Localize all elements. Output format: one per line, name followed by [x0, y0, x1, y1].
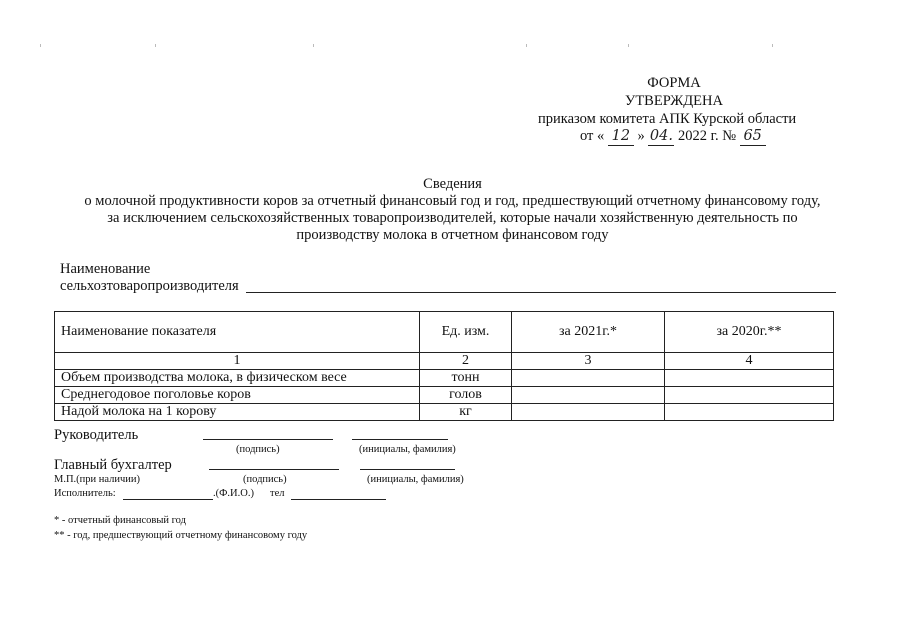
- scan-speck: [40, 44, 41, 47]
- producer-label-line-1: Наименование: [60, 261, 151, 277]
- phone-label: тел: [270, 488, 285, 499]
- executor-name-field[interactable]: [123, 499, 213, 500]
- doc-subtitle-line-2: за исключением сельскохозяйственных товаропроизводителей, которые начали хозяйственную деятельность по: [107, 210, 798, 226]
- header-unit: Ед. изм.: [420, 312, 512, 353]
- header-2020: за 2020г.**: [665, 312, 834, 353]
- scan-speck: [628, 44, 629, 47]
- doc-subtitle-line-3: производству молока в отчетном финансовом году: [296, 227, 609, 243]
- value-2020-cell[interactable]: [665, 404, 834, 421]
- indicator-unit: кг: [420, 404, 512, 421]
- indicator-name: Объем производства молока, в физическом весе: [55, 370, 420, 387]
- approval-date-line: [580, 127, 766, 146]
- doc-subtitle-line-1: о молочной продуктивности коров за отчетный финансовый год и год, предшествующий отчетному финансовому году,: [84, 193, 821, 209]
- indicator-unit: тонн: [420, 370, 512, 387]
- indicator-name: Надой молока на 1 корову: [55, 404, 420, 421]
- stamp-label: М.П.(при наличии): [54, 474, 141, 485]
- value-2021-cell[interactable]: [512, 370, 665, 387]
- date-prefix: от «: [580, 128, 605, 144]
- table-header-row: [55, 312, 834, 353]
- accountant-signature-field[interactable]: [209, 469, 339, 470]
- column-number: 3: [512, 353, 665, 370]
- value-2021-cell[interactable]: [512, 387, 665, 404]
- table-row: [55, 404, 834, 421]
- accountant-signature-caption: (подпись): [243, 474, 287, 485]
- date-mid: »: [637, 128, 645, 144]
- approval-order-line: приказом комитета АПК Курской области: [538, 111, 797, 127]
- accountant-initials-field[interactable]: [360, 469, 455, 470]
- table-row: [55, 387, 834, 404]
- head-signature-field[interactable]: [203, 439, 333, 440]
- date-day-handwritten: 12: [608, 127, 634, 146]
- indicator-unit: голов: [420, 387, 512, 404]
- executor-label: Исполнитель:: [54, 488, 116, 499]
- scan-speck: [772, 44, 773, 47]
- date-year: 2022 г. №: [678, 128, 737, 144]
- approval-form-label: ФОРМА: [647, 75, 701, 91]
- column-number-row: [55, 353, 834, 370]
- date-month-handwritten: 04.: [649, 128, 673, 144]
- table-row: [55, 370, 834, 387]
- footnote-1: * - отчетный финансовый год: [54, 515, 186, 526]
- approval-approved-label: УТВЕРЖДЕНА: [625, 93, 723, 109]
- scan-speck: [313, 44, 314, 47]
- value-2020-cell[interactable]: [665, 387, 834, 404]
- head-label: Руководитель: [54, 427, 139, 443]
- doc-title: Сведения: [423, 176, 482, 192]
- header-indicator: Наименование показателя: [55, 312, 420, 353]
- head-signature-caption: (подпись): [236, 444, 280, 455]
- executor-fio-caption: .(Ф.И.О.): [213, 488, 254, 499]
- head-initials-caption: (инициалы, фамилия): [359, 444, 456, 455]
- approval-block: [586, 74, 762, 110]
- head-initials-field[interactable]: [352, 439, 448, 440]
- order-number-handwritten: 65: [740, 127, 766, 146]
- indicator-name: Среднегодовое поголовье коров: [55, 387, 420, 404]
- value-2021-cell[interactable]: [512, 404, 665, 421]
- column-number: 1: [55, 353, 420, 370]
- scan-speck: [526, 44, 527, 47]
- producer-name-field[interactable]: [246, 292, 836, 293]
- accountant-initials-caption: (инициалы, фамилия): [367, 474, 464, 485]
- value-2020-cell[interactable]: [665, 370, 834, 387]
- column-number: 4: [665, 353, 834, 370]
- header-2021: за 2021г.*: [512, 312, 665, 353]
- footnote-2: ** - год, предшествующий отчетному финансовому году: [54, 530, 308, 541]
- productivity-table: [54, 311, 834, 421]
- phone-field[interactable]: [291, 499, 386, 500]
- scan-speck: [155, 44, 156, 47]
- producer-label-line-2: сельхозтоваропроизводителя: [60, 278, 239, 294]
- column-number: 2: [420, 353, 512, 370]
- accountant-label: Главный бухгалтер: [54, 457, 172, 473]
